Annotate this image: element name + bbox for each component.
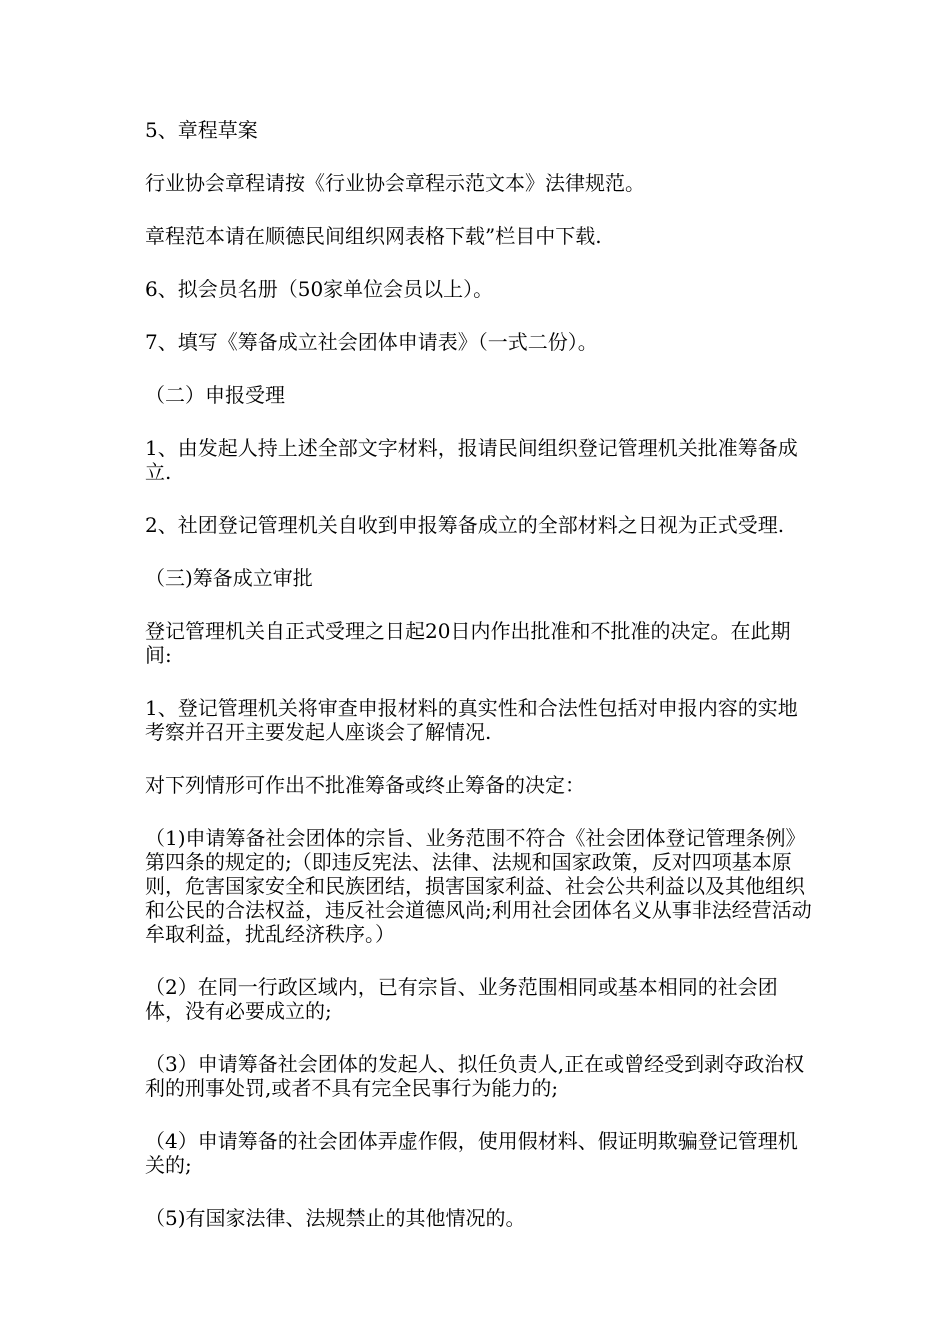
- paragraph-rejection-case-5: （5)有国家法律、法规禁止的其他情况的。: [145, 1206, 526, 1230]
- paragraph-acceptance-1: 1、由发起人持上述全部文字材料，报请民间组织登记管理机关批准筹备成立.: [145, 436, 798, 484]
- paragraph-charter-download: 章程范本请在顺德民间组织网表格下载”栏目中下载.: [145, 224, 602, 248]
- paragraph-member-roster: 6、拟会员名册（50家单位会员以上）。: [145, 277, 494, 301]
- heading-application-acceptance: （二）申报受理: [145, 383, 285, 407]
- paragraph-rejection-case-4: （4）申请筹备的社会团体弄虚作假，使用假材料、假证明欺骗登记管理机关的;: [145, 1129, 798, 1177]
- heading-preparation-approval: （三)筹备成立审批: [145, 566, 313, 590]
- paragraph-rejection-cases-intro: 对下列情形可作出不批准筹备或终止筹备的决定：: [145, 773, 585, 797]
- paragraph-rejection-case-3: （3）申请筹备社会团体的发起人、拟任负责人,正在或曾经受到剥夺政治权利的刑事处罚,或者不具有完全民事行为能力的;: [145, 1052, 805, 1100]
- paragraph-section-5-heading: 5、章程草案: [145, 118, 258, 142]
- paragraph-acceptance-2: 2、社团登记管理机关自收到申报筹备成立的全部材料之日视为正式受理.: [145, 513, 785, 537]
- paragraph-application-form: 7、填写《筹备成立社会团体申请表》（一式二份）。: [145, 330, 598, 354]
- paragraph-charter-norm: 行业协会章程请按《行业协会章程示范文本》法律规范。: [145, 171, 645, 195]
- paragraph-rejection-case-1: （1)申请筹备社会团体的宗旨、业务范围不符合《社会团体登记管理条例》第四条的规定的;（即违反宪法、法律、法规和国家政策，反对四项基本原则，危害国家安全和民族团结，损害国家利益、社会公共利益以及其他组织和公民的合法权益，违反社会道德风尚;利用社会团体名义从事非法经营活动牟取利益，扰乱经济秩序。）: [145, 826, 812, 946]
- paragraph-rejection-case-2: （2）在同一行政区域内，已有宗旨、业务范围相同或基本相同的社会团体，没有必要成立的;: [145, 975, 778, 1023]
- paragraph-approval-deadline: 登记管理机关自正式受理之日起20日内作出批准和不批准的决定。在此期间:: [145, 619, 791, 667]
- document-body: [145, 118, 813, 1259]
- paragraph-review-materials: 1、登记管理机关将审查申报材料的真实性和合法性包括对申报内容的实地考察并召开主要发起人座谈会了解情况.: [145, 696, 798, 744]
